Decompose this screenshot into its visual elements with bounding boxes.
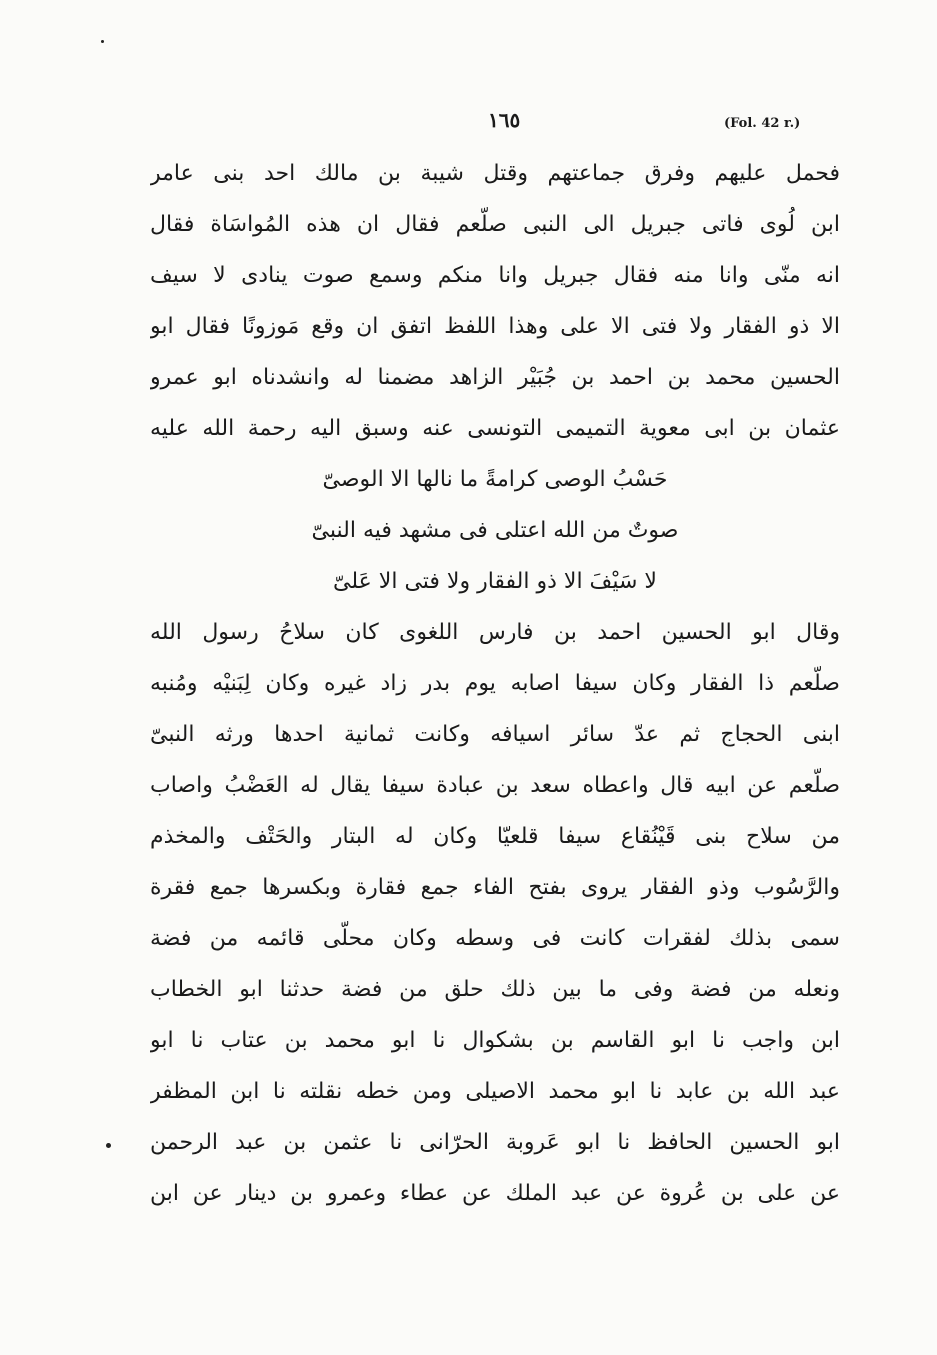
verse-line: صوتٌ من الله اعتلى فى مشهد فيه النبىّ: [311, 518, 679, 543]
text-line: ابن لُوى فاتى جبريل الى النبى صلّعم فقال ان هذه المُواسَاة فقال: [150, 212, 840, 237]
text-line: عثمان بن ابى معوية التميمى التونسى عنه وسبق اليه رحمة الله عليه: [150, 416, 840, 441]
page-number: ١٦٥: [488, 108, 521, 132]
ink-speck: [101, 40, 104, 43]
text-line: انه منّى وانا منه فقال جبريل وانا منكم وسمع صوت ينادى لا سيف: [150, 263, 840, 288]
text-line: من سلاح بنى قَيْنُقاع سيفا قلعيّا وكان له البتار والحَتْف والمخذم: [150, 824, 840, 849]
text-line: ابن واجب نا ابو القاسم بن بشكوال نا ابو محمد بن عتاب نا ابو: [150, 1028, 840, 1053]
verse-line: لا سَيْفَ الا ذو الفقار ولا فتى الا عَلىّ: [333, 569, 657, 594]
text-line: فحمل عليهم وفرق جماعتهم وقتل شيبة بن مالك احد بنى عامر: [150, 161, 840, 186]
text-line: ابنى الحجاج ثم عدّ سائر اسيافه وكانت ثمانية احدها ورثه النبىّ: [150, 722, 840, 747]
text-line: صلّعم ذا الفقار وكان سيفا اصابه يوم بدر زاد غيره وكان لِبَنيْه ومُنبه: [150, 671, 840, 696]
text-line: الا ذو الفقار ولا فتى الا على وهذا اللفظ اتفق ان وقع مَوزونًا فقال ابو: [150, 314, 840, 339]
text-line: صلّعم عن ابيه قال واعطاه سعد بن عبادة سيفا يقال له العَضْبُ واصاب: [150, 773, 840, 798]
text-line: عن على بن عُروة عن عبد الملك عن عطاء وعمرو بن دينار عن ابن: [150, 1181, 840, 1206]
text-line: والرَّسُوب وذو الفقار يروى بفتح الفاء جمع فقارة وبكسرها جمع فقرة: [150, 875, 840, 900]
ink-speck: [106, 1143, 111, 1148]
folio-reference: (Fol. 42 r.): [724, 116, 801, 131]
body-text: [150, 148, 840, 1219]
text-line: سمى بذلك لفقرات كانت فى وسطه وكان محلّى قائمه من فضة: [150, 926, 840, 951]
text-line: ونعله من فضة وفى ما بين ذلك حلق من فضة حدثنا ابو الخطاب: [150, 977, 840, 1002]
text-line: الحسين محمد بن احمد بن جُبَيْر الزاهد مضمنا له وانشدناه ابو عمرو: [150, 365, 840, 390]
text-line: عبد الله بن عابد نا ابو محمد الاصيلى ومن خطه نقلته نا ابن المظفر: [150, 1079, 840, 1104]
text-line: ابو الحسين الحافظ نا ابو عَروبة الحرّانى نا عثمن بن عبد الرحمن: [150, 1130, 840, 1155]
text-line: وقال ابو الحسين احمد بن فارس اللغوى كان سلاحُ رسول الله: [150, 620, 840, 645]
verse-line: حَسْبُ الوصى كرامةً ما نالها الا الوصىّ: [322, 467, 668, 492]
